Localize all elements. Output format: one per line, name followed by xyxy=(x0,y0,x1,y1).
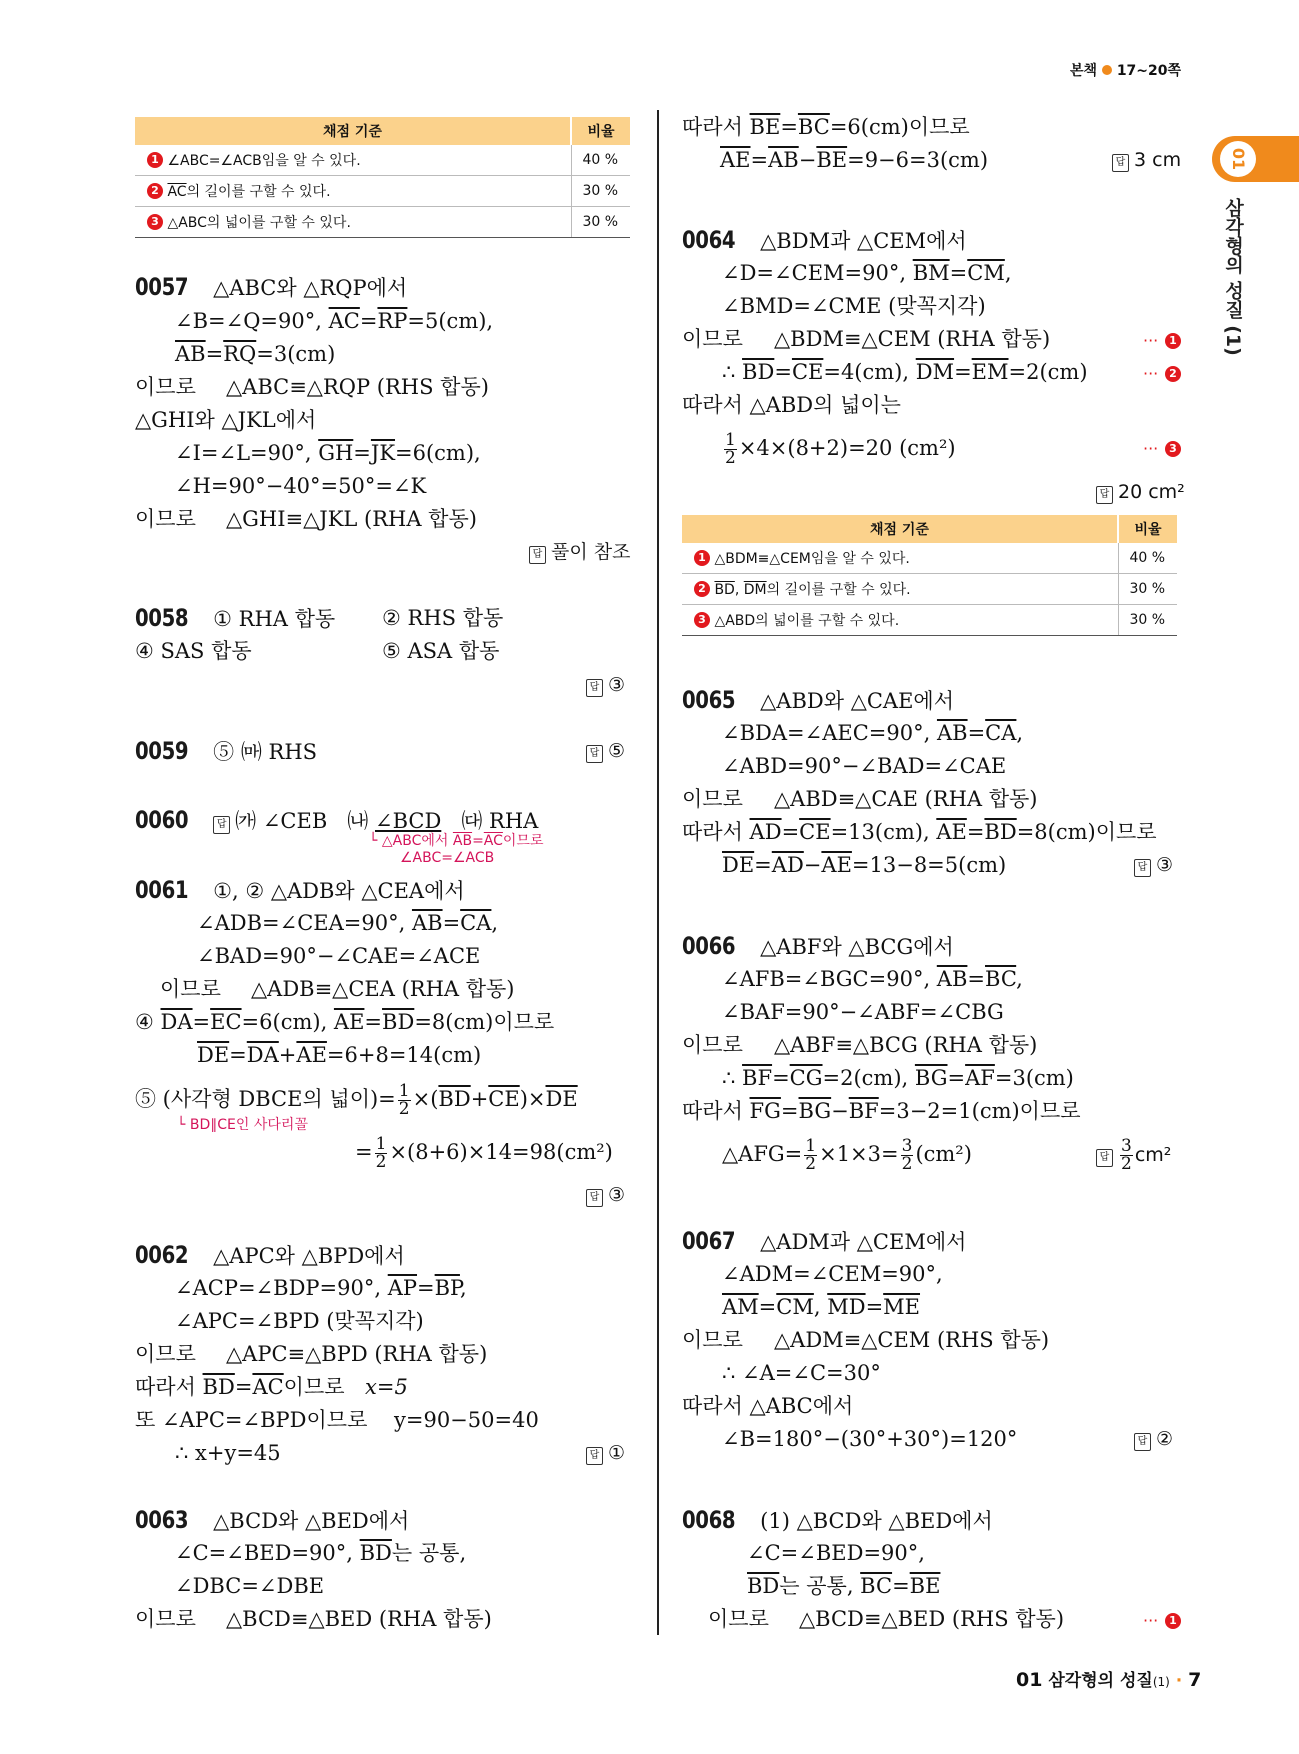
problem-0062: 0062 △APC와 △BPD에서 xyxy=(135,1241,405,1269)
answer-icon: 답 xyxy=(586,679,603,697)
answer-icon: 답 xyxy=(586,745,603,763)
table-row: 1 △BDM≡△CEM임을 알 수 있다. 40 % xyxy=(682,543,1177,574)
answer-icon: 답 xyxy=(586,1447,603,1465)
arrow-icon: ··· xyxy=(1143,1611,1159,1630)
red-number-icon: 1 xyxy=(1165,333,1181,349)
note-0060: └ △ABC에서 $\overline{AB}=\overline{AC}$이므로 xyxy=(369,833,544,849)
answer-0064: 답 20 cm² xyxy=(1096,477,1185,507)
table-head-criteria: 채점 기준 xyxy=(135,117,571,145)
page-header xyxy=(1070,60,1181,80)
red-number-icon: 1 xyxy=(147,152,163,168)
table-row: 1 ∠ABC=∠ACB임을 알 수 있다. 40 % xyxy=(135,145,630,176)
problem-0064: 0064 △BDM과 △CEM에서 xyxy=(682,226,967,254)
table-row: 2 $\overline{BD}$, $\overline{DM}$의 길이를 구할 수 있다. 30 % xyxy=(682,574,1177,605)
problem-0068: 0068 (1) △BCD와 △BED에서 xyxy=(682,1506,993,1534)
chapter-tab-title: 삼각형의 성질 (1) xyxy=(1222,198,1244,356)
answer-icon: 답 xyxy=(1112,154,1129,172)
answer-0063: 답 3 cm xyxy=(1112,145,1181,175)
page-footer: 01 삼각형의 성질(1) · 7 xyxy=(1016,1669,1202,1691)
column-divider xyxy=(657,110,659,1635)
header-book: 본책 xyxy=(1070,63,1098,79)
red-number-icon: 1 xyxy=(694,550,710,566)
red-number-icon: 3 xyxy=(694,612,710,628)
arrow-icon: ··· xyxy=(1143,364,1159,383)
red-number-icon: 2 xyxy=(694,581,710,597)
red-number-icon: 2 xyxy=(1165,366,1181,382)
problem-0057: 0057 △ABC와 △RQP에서 xyxy=(135,273,408,301)
problem-0065: 0065 △ABD와 △CAE에서 xyxy=(682,686,954,714)
answer-0057: 답 풀이 참조 xyxy=(529,537,630,567)
red-number-icon: 2 xyxy=(147,183,163,199)
problem-0061: 0061 ①, ② △ADB와 △CEA에서 xyxy=(135,876,465,904)
problem-0058: 0058 ① RHA 합동 xyxy=(135,604,336,632)
answer-icon: 답 xyxy=(529,546,546,564)
continued-0063: 따라서 $\overline{BE}=\overline{BC}=6(cm)$이므로 xyxy=(682,115,970,139)
scoring-table-2: 채점 기준 비율 1 △BDM≡△CEM임을 알 수 있다. 40 % 2 $\overline{BD}$, $\overline{DM}$의 길이를 구할 수 있다. 30 % 3 △ABD의 넓이를 구할 수 있다. 30 % xyxy=(682,515,1177,636)
arrow-icon: ··· xyxy=(1143,331,1159,350)
answer-icon: 답 xyxy=(586,1189,603,1207)
red-number-icon: 1 xyxy=(1165,1613,1181,1629)
red-number-icon: 3 xyxy=(1165,441,1181,457)
problem-0060: 0060 답 ㈎ ∠CEB ㈏ ∠BCD ㈐ RHA xyxy=(135,806,539,834)
answer-0059: 답 ⑤ xyxy=(586,736,625,766)
answer-0061: 답 ③ xyxy=(586,1180,625,1210)
answer-0062: 답 ① xyxy=(586,1438,625,1468)
problem-0059: 0059 ⑤ ㈒ RHS xyxy=(135,737,318,765)
problem-0066: 0066 △ABF와 △BCG에서 xyxy=(682,932,954,960)
answer-0058: 답 ③ xyxy=(586,670,625,700)
answer-icon: 답 xyxy=(213,816,230,834)
table-row: 3 △ABD의 넓이를 구할 수 있다. 30 % xyxy=(682,605,1177,636)
table-row: 3 △ABC의 넓이를 구할 수 있다. 30 % xyxy=(135,207,630,238)
answer-icon: 답 xyxy=(1096,486,1113,504)
table-row: 2 $\overline{AC}$의 길이를 구할 수 있다. 30 % xyxy=(135,176,630,207)
table-head-ratio: 비율 xyxy=(571,117,630,145)
answer-icon: 답 xyxy=(1134,1433,1151,1451)
problem-0067: 0067 △ADM과 △CEM에서 xyxy=(682,1227,967,1255)
answer-0065: 답 ③ xyxy=(1134,850,1173,880)
answer-icon: 답 xyxy=(1096,1149,1113,1167)
arrow-icon: ··· xyxy=(1143,439,1159,458)
red-number-icon: 3 xyxy=(147,214,163,230)
header-dot-icon xyxy=(1102,65,1112,75)
scoring-table-1 xyxy=(135,117,630,238)
header-pages: 17~20쪽 xyxy=(1116,63,1182,79)
answer-icon: 답 xyxy=(1134,859,1151,877)
chapter-tab-number: 01 xyxy=(1220,141,1256,177)
answer-0067: 답 ② xyxy=(1134,1424,1173,1454)
answer-0066: 답 $\frac{3}{2}$ cm² xyxy=(1096,1138,1171,1173)
problem-0063: 0063 △BCD와 △BED에서 xyxy=(135,1506,410,1534)
